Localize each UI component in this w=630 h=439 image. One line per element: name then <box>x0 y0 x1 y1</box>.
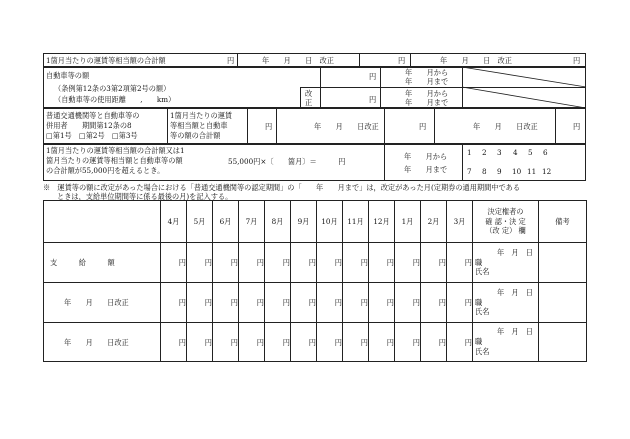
void-diagonal-line <box>462 67 586 87</box>
cap-formula: 55,000円×〔 箇月〕＝ 円 <box>228 157 346 166</box>
yen-cell: 円 <box>187 323 213 362</box>
yen-cell: 円 <box>421 243 447 283</box>
yen-cell: 円 <box>187 283 213 323</box>
month-number: 10 <box>512 167 522 176</box>
remarks-cell <box>539 323 587 362</box>
month-number: 3 <box>497 148 502 157</box>
yen-cell: 円 <box>343 323 369 362</box>
yen-cell: 円 <box>265 283 291 323</box>
divider <box>167 108 168 144</box>
row-label-text: 支 給 額 <box>50 258 115 267</box>
decision-header-line: （改 定） 欄 <box>485 226 526 236</box>
decision-name: 氏名 <box>475 307 490 317</box>
revision-date: 年 月 日改正 <box>314 122 379 131</box>
combined-user-label: 普通交通機関等と自動車等の <box>46 111 140 120</box>
yen-cell: 円 <box>369 283 395 323</box>
decision-date: 年 月 日 <box>497 327 533 337</box>
period-from: 年 月から <box>404 152 448 161</box>
yen-cell: 円 <box>161 243 187 283</box>
divider <box>384 108 385 144</box>
yen-unit: 円 <box>573 56 581 65</box>
decision-header <box>473 201 539 243</box>
combined-sum-label: 1箇月当たりの運賃 <box>170 111 233 120</box>
period-to: 年 月まで <box>404 165 448 174</box>
decision-cell <box>473 243 539 283</box>
combined-user-label: 併用者 期間第12条の8 <box>46 121 132 130</box>
divider <box>462 144 463 181</box>
yen-cell: 円 <box>265 323 291 362</box>
instruction-note: ときは，支給単位期間等に係る最後の月)を記入する。 <box>57 192 233 201</box>
month-header: 11月 <box>343 201 369 243</box>
remarks-header: 備考 <box>539 201 587 243</box>
void-diagonal <box>462 67 586 108</box>
month-header: 3月 <box>447 201 473 243</box>
divider <box>359 53 360 67</box>
yen-cell: 円 <box>239 283 265 323</box>
table-row <box>44 283 587 323</box>
yen-cell: 円 <box>421 323 447 362</box>
yen-cell: 円 <box>395 323 421 362</box>
cap-condition: 箇月当たりの運賃等相当額と自動車等の額 <box>46 156 183 165</box>
cap-condition: の合計額が55,000円を超えるとき。 <box>46 166 165 175</box>
month-number: 1 <box>467 148 472 157</box>
month-header: 10月 <box>317 201 343 243</box>
month-header: 9月 <box>291 201 317 243</box>
remarks-cell <box>539 283 587 323</box>
month-number: 5 <box>528 148 533 157</box>
revision-date: 年 月 日 改正 <box>262 56 334 65</box>
vehicle-amount-title: 自動車等の額 <box>46 71 90 80</box>
divider <box>237 53 238 67</box>
fare-total-label: 1箇月当たりの運賃等相当額の合計額 <box>46 56 166 65</box>
yen-unit: 円 <box>227 56 235 65</box>
period-to: 年 月まで <box>405 98 449 107</box>
divider <box>276 108 277 144</box>
decision-header-line: 決定権者の <box>487 206 524 216</box>
yen-unit: 円 <box>398 56 406 65</box>
divider <box>300 87 301 108</box>
monthly-payment-table <box>43 200 587 362</box>
month-number: 2 <box>482 148 487 157</box>
divider <box>555 108 556 144</box>
yen-cell: 円 <box>161 283 187 323</box>
payment-amount-label <box>44 243 161 283</box>
combined-user-options: □第1号 □第2号 □第3号 <box>46 131 138 140</box>
yen-cell: 円 <box>161 323 187 362</box>
month-number: 11 <box>527 167 537 176</box>
yen-cell: 円 <box>317 243 343 283</box>
instruction-note: ※ 運賃等の額に改定があった場合における「普通交通機関等の認定期間」の「 年 月まで」は，改定があった月(定期券の通用期間中である <box>43 183 521 192</box>
period-to: 年 月まで <box>405 77 449 86</box>
vehicle-distance-note: （自動車等の使用距離 , km） <box>54 95 176 104</box>
yen-unit: 円 <box>265 122 273 131</box>
divider <box>384 144 385 181</box>
month-header: 5月 <box>187 201 213 243</box>
month-header: 8月 <box>265 201 291 243</box>
blank-header <box>44 201 161 243</box>
decision-title: 職 <box>475 337 483 347</box>
yen-unit: 円 <box>369 95 377 104</box>
table-row <box>44 243 587 283</box>
yen-cell: 円 <box>187 243 213 283</box>
decision-header-line: 確 認・決 定 <box>485 216 526 226</box>
combined-sum-label: 等相当額と自動車 <box>170 121 228 130</box>
month-number: 12 <box>542 167 552 176</box>
month-number: 6 <box>543 148 548 157</box>
row-label-text: 年 月 日改正 <box>64 298 129 307</box>
revision-label: 正 <box>305 98 313 107</box>
yen-cell: 円 <box>447 243 473 283</box>
month-number: 8 <box>482 167 487 176</box>
yen-cell: 円 <box>421 283 447 323</box>
month-header: 1月 <box>395 201 421 243</box>
divider <box>410 53 411 67</box>
vehicle-amount-note: （条例第12条の3第2項第2号の額） <box>54 84 171 93</box>
decision-cell <box>473 283 539 323</box>
month-header: 4月 <box>161 201 187 243</box>
decision-date: 年 月 日 <box>497 287 533 297</box>
month-header: 7月 <box>239 201 265 243</box>
yen-cell: 円 <box>291 283 317 323</box>
yen-cell: 円 <box>317 323 343 362</box>
yen-cell: 円 <box>395 243 421 283</box>
revision-row-label <box>44 323 161 362</box>
divider <box>247 108 248 144</box>
revision-date: 年 月 日 改正 <box>440 56 512 65</box>
yen-cell: 円 <box>447 283 473 323</box>
decision-cell <box>473 323 539 362</box>
yen-unit: 円 <box>369 72 377 81</box>
month-number: 7 <box>467 167 472 176</box>
decision-name: 氏名 <box>475 346 490 356</box>
yen-cell: 円 <box>343 243 369 283</box>
month-number: 4 <box>513 148 518 157</box>
combined-sum-label: 等の額の合計額 <box>170 131 221 140</box>
yen-unit: 円 <box>573 122 581 131</box>
yen-cell: 円 <box>317 283 343 323</box>
decision-name: 氏名 <box>475 267 490 277</box>
revision-row-label <box>44 283 161 323</box>
decision-title: 職 <box>475 297 483 307</box>
yen-cell: 円 <box>213 243 239 283</box>
yen-cell: 円 <box>369 243 395 283</box>
month-number: 9 <box>497 167 502 176</box>
yen-cell: 円 <box>291 243 317 283</box>
table-row <box>44 323 587 362</box>
revision-date: 年 月 日改正 <box>473 122 538 131</box>
remarks-cell <box>539 243 587 283</box>
decision-title: 職 <box>475 257 483 267</box>
yen-cell: 円 <box>369 323 395 362</box>
yen-cell: 円 <box>447 323 473 362</box>
header-row <box>44 201 587 243</box>
yen-cell: 円 <box>265 243 291 283</box>
yen-cell: 円 <box>239 323 265 362</box>
decision-date: 年 月 日 <box>497 247 533 257</box>
yen-cell: 円 <box>213 323 239 362</box>
divider <box>434 108 435 144</box>
cap-condition: 1箇月当たりの運賃等相当額の合計額又は1 <box>46 146 185 155</box>
month-header: 12月 <box>369 201 395 243</box>
yen-unit: 円 <box>419 122 427 131</box>
revision-label: 改 <box>305 89 313 98</box>
void-diagonal-line <box>462 87 586 108</box>
yen-cell: 円 <box>343 283 369 323</box>
month-header: 6月 <box>213 201 239 243</box>
yen-cell: 円 <box>291 323 317 362</box>
yen-cell: 円 <box>239 243 265 283</box>
yen-cell: 円 <box>213 283 239 323</box>
row-label-text: 年 月 日改正 <box>64 337 129 347</box>
period-from: 年 月から <box>405 89 449 98</box>
period-from: 年 月から <box>405 68 449 77</box>
yen-cell: 円 <box>395 283 421 323</box>
month-header: 2月 <box>421 201 447 243</box>
